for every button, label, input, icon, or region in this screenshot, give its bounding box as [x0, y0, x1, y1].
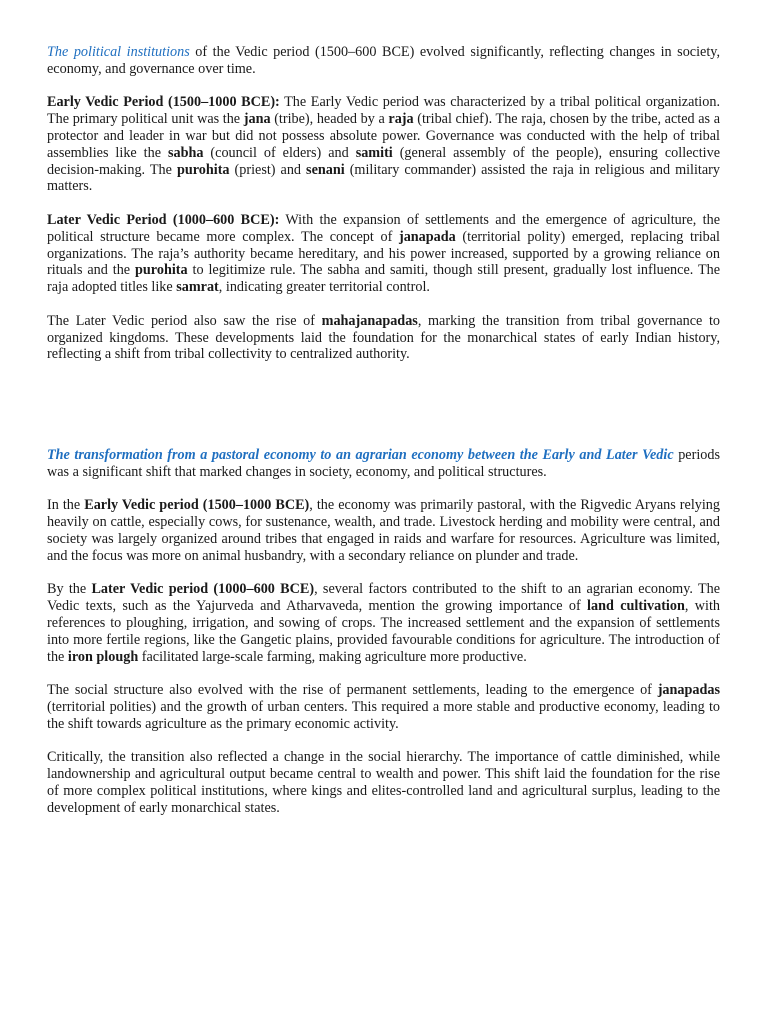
keyword: janapadas	[657, 682, 720, 699]
keyword: jana	[243, 111, 271, 128]
section2-intro-paragraph	[47, 447, 720, 481]
text-run: (council of elders) and	[203, 144, 356, 161]
keyword: raja	[388, 111, 414, 128]
mahajanapadas-paragraph	[47, 313, 720, 363]
text-run: With the expansion of settlements and the emergence of agriculture, the political structure became more complex. The concept of	[47, 211, 720, 245]
text-run: By the	[47, 581, 92, 598]
early-vedic-heading: Early Vedic Period (1500–1000 BCE):	[47, 94, 280, 111]
social-structure-paragraph	[47, 682, 720, 732]
keyword: mahajanapadas	[321, 312, 418, 329]
text-run: , the economy was primarily pastoral, with the Rigvedic Aryans relying heavily on cattle, especially cows, for sustenance, wealth, and trade. Livestock herding and mobility were central, and society was largely organized around tribes that engaged in raids and warfare for resources. Agriculture was limited, and the focus was more on animal husbandry, with a secondary reliance on plunder and trade.	[47, 497, 720, 564]
text-run: In the	[47, 497, 85, 514]
text-run: (priest) and	[229, 161, 307, 178]
keyword: samiti	[355, 144, 393, 161]
document-page	[47, 44, 720, 833]
text-run: , indicating greater territorial control.	[218, 279, 430, 296]
section1-intro-paragraph	[47, 44, 720, 78]
text-run: The Early Vedic period was characterized by a tribal political organization. The primary political unit was the	[47, 94, 720, 128]
text-run: (territorial polities) and the growth of urban centers. This required a more stable and productive economy, leading to the shift towards agriculture as the primary economic activity.	[47, 698, 720, 732]
later-vedic-heading: Later Vedic Period (1000–600 BCE):	[47, 211, 280, 228]
keyword: sabha	[167, 144, 204, 161]
text-run: (military commander) assisted the raja in religious and military matters.	[47, 161, 720, 195]
text-run: (tribe), headed by a	[270, 111, 389, 128]
section2-lead: The transformation from a pastoral economy to an agrarian economy between the Early and Later Vedic	[47, 446, 674, 463]
later-vedic-political-paragraph	[47, 212, 720, 296]
text-run: to legitimize rule. The sabha and samiti, though still present, gradually lost influence. The raja adopted titles like	[47, 262, 721, 296]
keyword: Later Vedic period (1000–600 BCE)	[91, 581, 315, 598]
early-vedic-political-paragraph	[47, 94, 720, 195]
social-hierarchy-paragraph	[47, 749, 720, 816]
text-run: The social structure also evolved with the rise of permanent settlements, leading to the emergence of	[47, 682, 658, 699]
keyword: purohita	[176, 161, 230, 178]
keyword: land cultivation	[587, 598, 685, 615]
keyword: janapada	[398, 228, 456, 245]
keyword: iron plough	[67, 648, 139, 665]
section-spacer	[47, 380, 720, 447]
text-run: (territorial polity) emerged, replacing tribal organizations. The raja’s authority became hereditary, and his power increased, supported by a growing reliance on rituals and the	[47, 228, 720, 279]
text-run: The Later Vedic period also saw the rise of	[47, 312, 322, 329]
keyword: purohita	[135, 262, 188, 279]
text-run: periods was a significant shift that marked changes in society, economy, and political structures.	[47, 446, 720, 480]
text-run: of the Vedic period (1500–600 BCE) evolved significantly, reflecting changes in society, economy, and governance over time.	[47, 44, 720, 77]
keyword: senani	[306, 161, 345, 178]
text-run: , marking the transition from tribal governance to organized kingdoms. These developments laid the foundation for the monarchical states of early Indian history, reflecting a shift from tribal collectivity to centralized authority.	[47, 312, 721, 363]
text-run: (general assembly of the people), ensuring collective decision-making. The	[47, 144, 720, 178]
text-run: , with references to ploughing, irrigation, and sowing of crops. The increased settlement and the expansion of settlements into more fertile regions, like the Gangetic plains, provided favourable conditions for agriculture. The introduction of the	[47, 598, 720, 665]
keyword: samrat	[176, 279, 219, 296]
text-run: Critically, the transition also reflected a change in the social hierarchy. The importance of cattle diminished, while landownership and agricultural output became central to wealth and power. This shift laid the foundation for the rise of more complex political institutions, where kings and elites-controlled land and agricultural surplus, leading to the development of early monarchical states.	[47, 749, 720, 816]
section1-lead: The political institutions	[47, 44, 190, 60]
text-run: , several factors contributed to the shift to an agrarian economy. The Vedic texts, such as the Yajurveda and Atharvaveda, mention the growing importance of	[47, 581, 721, 615]
later-vedic-economy-paragraph	[47, 581, 720, 665]
text-run: facilitated large-scale farming, making agriculture more productive.	[138, 648, 527, 665]
early-vedic-economy-paragraph	[47, 497, 720, 564]
keyword: Early Vedic period (1500–1000 BCE)	[84, 497, 310, 514]
text-run: (tribal chief). The raja, chosen by the tribe, acted as a protector and leader in war but did not possess absolute power. Governance was conducted with the help of tribal assemblies like the	[47, 111, 720, 161]
